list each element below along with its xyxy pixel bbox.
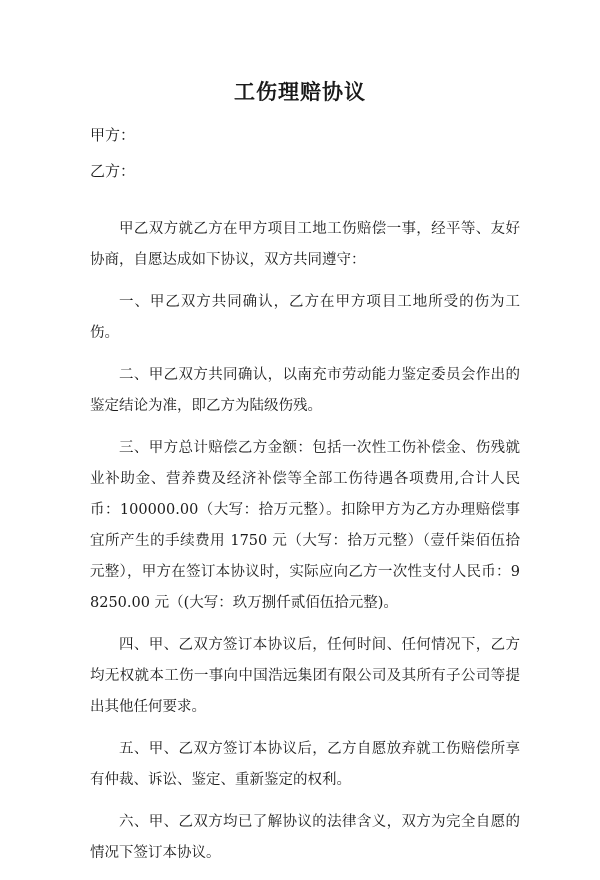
party-a-label: 甲方： (90, 126, 136, 144)
paragraph-clause-3: 三、甲方总计赔偿乙方金额：包括一次性工伤补偿金、伤残就业补助金、营养费及经济补偿等全部工伤待遇各项费用,合计人民币：100000.00（大写：拾万元整）。扣除甲方为乙方办理赔偿事宜所产生的手续费用 1750 元（大写：拾万元整）（壹仟柒佰伍拾元整），甲方在签订本协议时，实际应向乙方一次性支付人民币：98250.00 元（(大写：玖万捌仟贰佰伍拾元整)。 (90, 440, 520, 611)
paragraph-clause-6: 六、甲、乙双方均已了解协议的法律含义，双方为完全自愿的情况下签订本协议。 (90, 814, 520, 861)
party-b-label: 乙方： (90, 162, 136, 180)
paragraph-clause-5: 五、甲、乙双方签订本协议后，乙方自愿放弃就工伤赔偿所享有仲裁、诉讼、鉴定、重新鉴定的权利。 (90, 741, 520, 788)
document-title: 工伤理赔协议 (234, 79, 366, 104)
paragraph-intro: 甲乙双方就乙方在甲方项目工地工伤赔偿一事，经平等、友好协商，自愿达成如下协议，双方共同遵守： (90, 221, 520, 268)
paragraph-clause-1: 一、甲乙双方共同确认，乙方在甲方项目工地所受的伤为工伤。 (90, 294, 520, 341)
agreement-body (90, 214, 520, 880)
paragraph-clause-2: 二、甲乙双方共同确认，以南充市劳动能力鉴定委员会作出的鉴定结论为准，即乙方为陆级伤残。 (90, 367, 520, 414)
paragraph-clause-4: 四、甲、乙双方签订本协议后，任何时间、任何情况下，乙方均无权就本工伤一事向中国浩远集团有限公司及其所有子公司等提出其他任何要求。 (90, 637, 520, 715)
